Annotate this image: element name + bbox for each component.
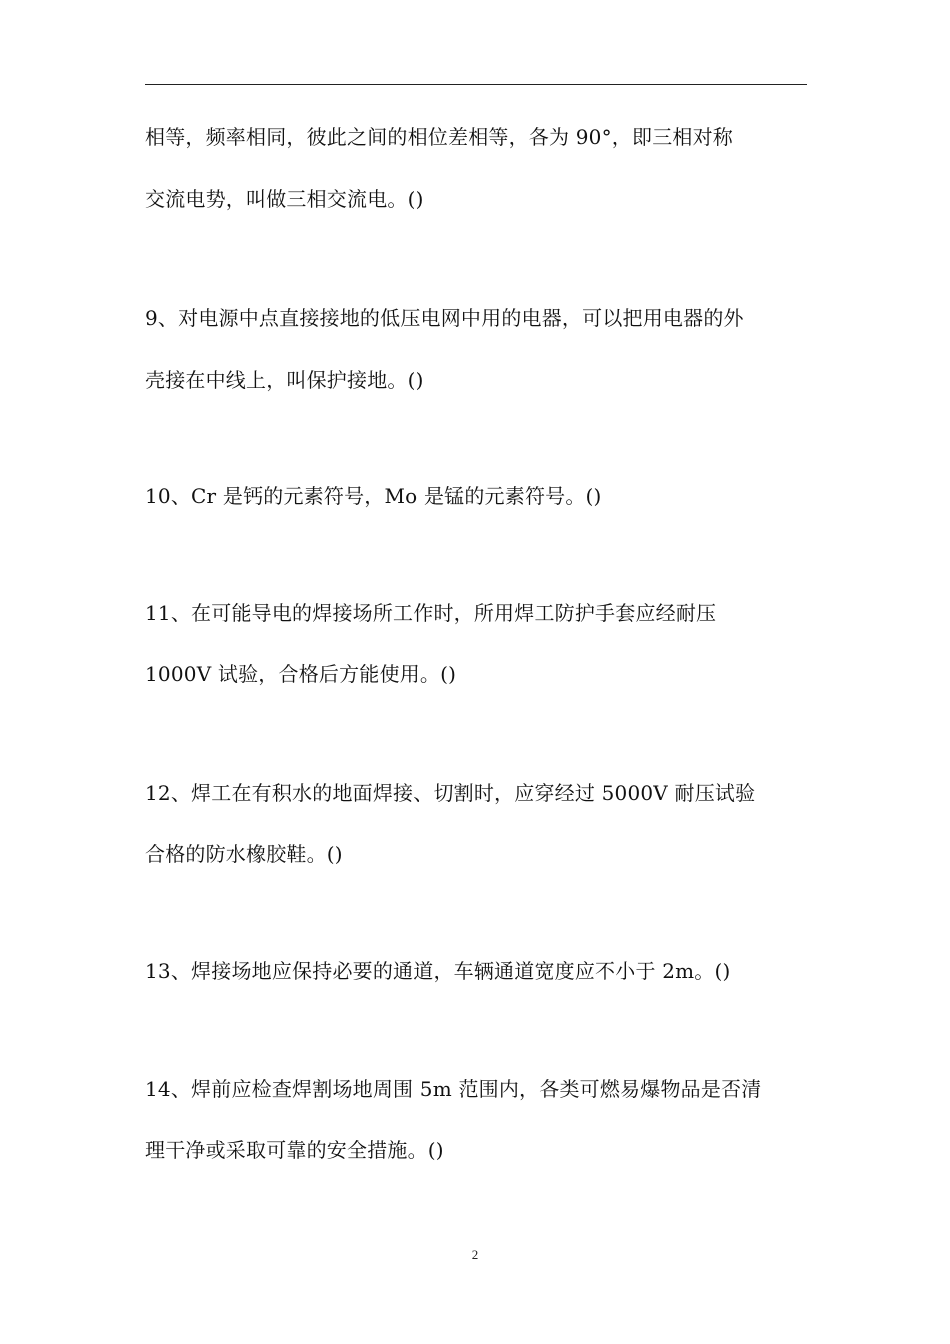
question-10-line-1: 10、Cr 是钙的元素符号，Mo 是锰的元素符号。(): [145, 484, 602, 508]
question-12-line-2: 合格的防水橡胶鞋。(): [145, 842, 343, 866]
text-line-2: 交流电势，叫做三相交流电。(): [145, 187, 424, 211]
header-rule: [145, 84, 807, 85]
question-9-line-2: 壳接在中线上，叫保护接地。(): [145, 368, 424, 392]
question-13-line-1: 13、焊接场地应保持必要的通道，车辆通道宽度应不小于 2m。(): [145, 959, 731, 983]
question-9-line-1: 9、对电源中点直接接地的低压电网中用的电器，可以把用电器的外: [145, 306, 744, 330]
text-line-1: 相等，频率相同，彼此之间的相位差相等，各为 90°，即三相对称: [145, 125, 734, 149]
question-14-line-2: 理干净或采取可靠的安全措施。(): [145, 1138, 444, 1162]
question-11-line-2: 1000V 试验，合格后方能使用。(): [145, 662, 457, 686]
page-number: 2: [471, 1247, 479, 1262]
question-12-line-1: 12、焊工在有积水的地面焊接、切割时，应穿经过 5000V 耐压试验: [145, 781, 756, 805]
question-14-line-1: 14、焊前应检查焊割场地周围 5m 范围内，各类可燃易爆物品是否清: [145, 1077, 762, 1101]
question-11-line-1: 11、在可能导电的焊接场所工作时，所用焊工防护手套应经耐压: [145, 601, 717, 625]
